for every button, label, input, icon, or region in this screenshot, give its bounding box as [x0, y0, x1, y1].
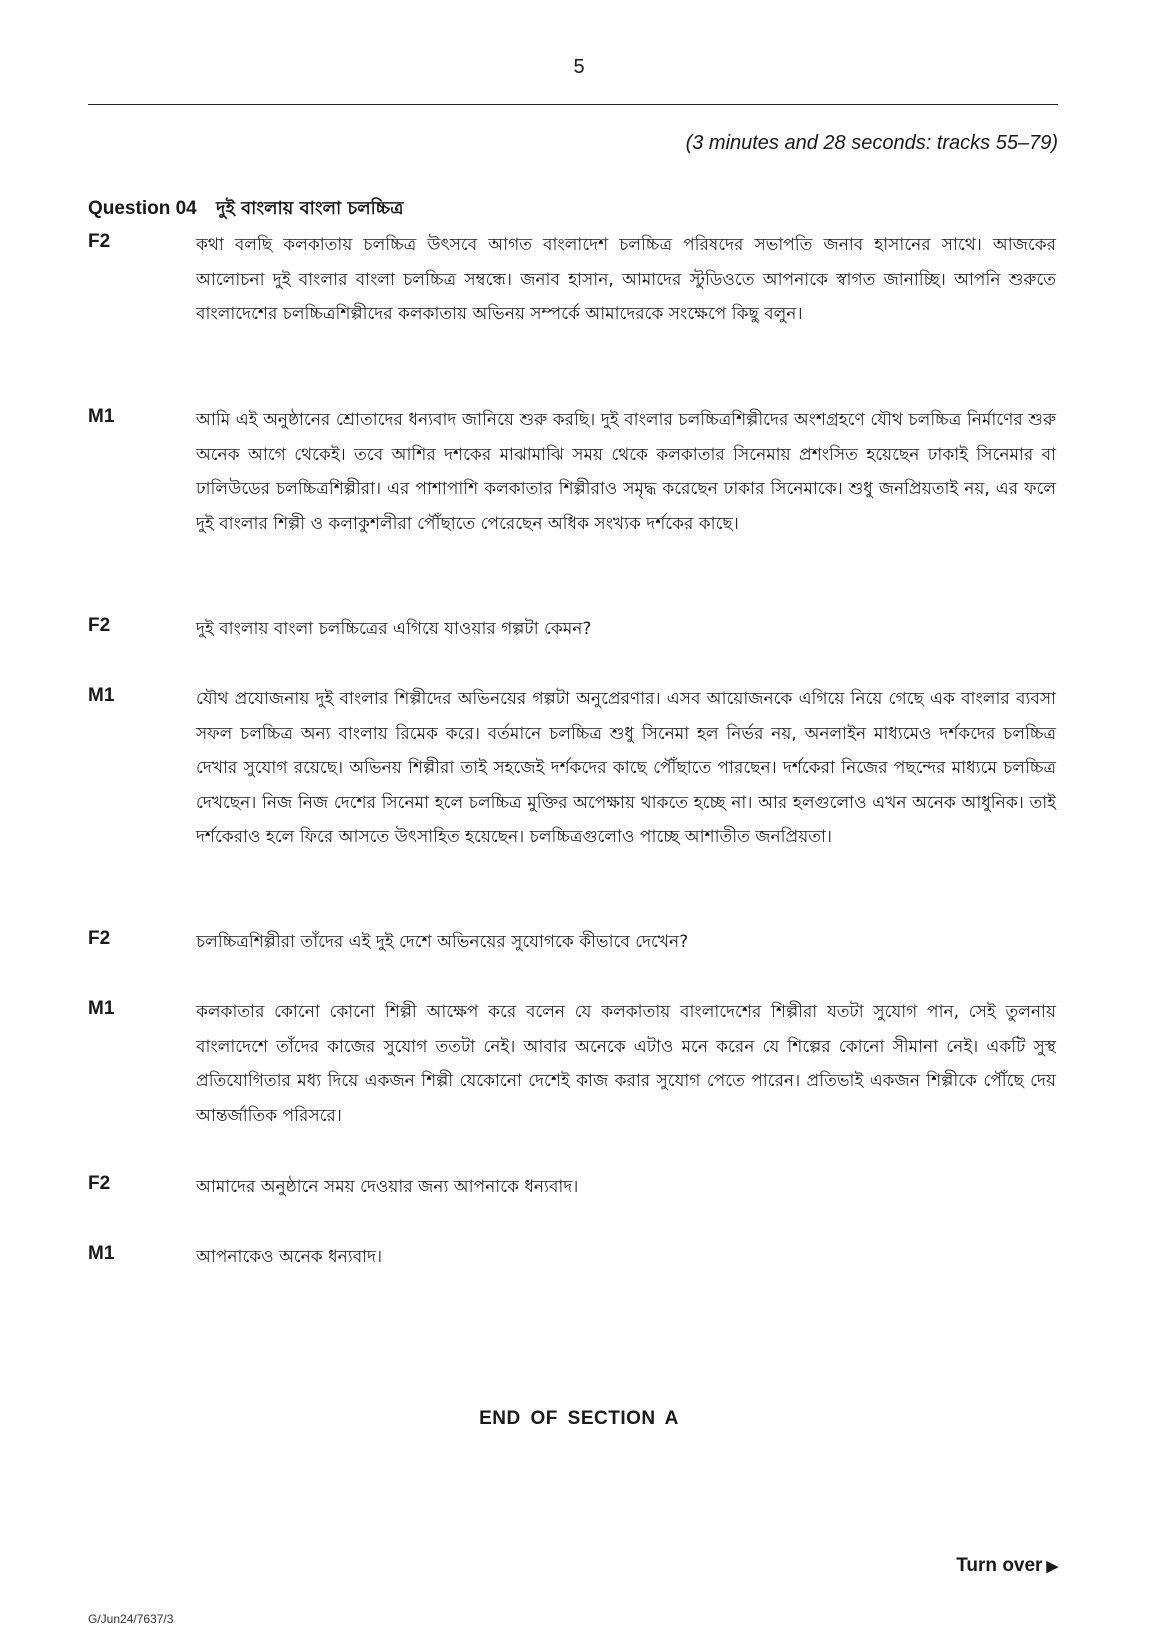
question-title: দুই বাংলায় বাংলা চলচ্চিত্র	[216, 198, 404, 219]
dialogue-text: কথা বলছি কলকাতায় চলচ্চিত্র উৎসবে আগত বাংলাদেশ চলচ্চিত্র পরিষদের সভাপতি জনাব হাসানের সাথে। আজকের আলোচনা দুই বাংলার বাংলা চলচ্চিত্র সম্বন্ধে। জনাব হাসান, আমাদের স্টুডিওতে আপনাকে স্বাগত জানাচ্ছি। আপনি শুরুতে বাংলাদেশের চলচ্চিত্রশিল্পীদের কলকাতায় অভিনয় সম্পর্কে আমাদেরকে সংক্ষেপে কিছু বলুন।	[196, 235, 1056, 325]
dialogue-text: আপনাকেও অনেক ধন্যবাদ।	[196, 1247, 383, 1267]
dialogue-text: যৌথ প্রযোজনায় দুই বাংলার শিল্পীদের অভিনয়ের গল্পটা অনুপ্রেরণার। এসব আয়োজনকে এগিয়ে নিয়ে গেছে এক বাংলার ব্যবসা সফল চলচ্চিত্র অন্য বাংলায় রিমেক করে। বর্তমানে চলচ্চিত্র শুধু সিনেমা হল নির্ভর নয়, অনলাইন মাধ্যমেও দর্শকদের চলচ্চিত্র দেখার সুযোগ রয়েছে। অভিনয় শিল্পীরা তাই সহজেই দর্শকদের কাছে পৌঁছাতে পারছেন। দর্শকেরা নিজের পছন্দের মাধ্যমে চলচ্চিত্র দেখছেন। নিজ নিজ দেশের সিনেমা হলে চলচ্চিত্র মুক্তির অপেক্ষায় থাকতে হচ্ছে না। আর হলগুলোও এখন অনেক আধুনিক। তাই দর্শকেরাও হলে ফিরে আসতে উৎসাহিত হয়েছেন। চলচ্চিত্রগুলোও পাচ্ছে আশাতীত জনপ্রিয়তা।	[196, 689, 1056, 848]
dialogue-text: আমি এই অনুষ্ঠানের শ্রোতাদের ধন্যবাদ জানিয়ে শুরু করছি। দুই বাংলার চলচ্চিত্রশিল্পীদের অংশগ্রহণে যৌথ চলচ্চিত্র নির্মাণের শুরু অনেক আগে থেকেই। তবে আশির দশকের মাঝামাঝি সময় থেকে কলকাতার সিনেমায় প্রশংসিত হয়েছেন ঢাকাই সিনেমার বা ঢালিউডের চলচ্চিত্রশিল্পীরা। এর পাশাপাশি কলকাতার শিল্পীরাও সমৃদ্ধ করেছেন ঢাকার সিনেমাকে। শুধু জনপ্রিয়তাই নয়, এর ফলে দুই বাংলার শিল্পী ও কলাকুশলীরা পৌঁছাতে পেরেছেন অধিক সংখ্যক দর্শকের কাছে।	[196, 410, 1056, 534]
speaker-label: M1	[88, 406, 115, 427]
dialogue-text: কলকাতার কোনো কোনো শিল্পী আক্ষেপ করে বলেন যে কলকাতায় বাংলাদেশের শিল্পীরা যতটা সুযোগ পান, সেই তুলনায় বাংলাদেশে তাঁদের কাজের সুযোগ ততটা নেই। আবার অনেকে এটাও মনে করেন যে শিল্পের কোনো সীমানা নেই। একটি সুস্থ প্রতিযোগিতার মধ্য দিয়ে একজন শিল্পী যেকোনো দেশেই কাজ করার সুযোগ পেতে পারেন। প্রতিভাই একজন শিল্পীকে পৌঁছে দেয় আন্তর্জাতিক পরিসরে।	[196, 1002, 1056, 1126]
footer-code: G/Jun24/7637/3	[88, 1612, 174, 1626]
page-number: 5	[573, 56, 585, 78]
turn-over-label: Turn over	[956, 1555, 1043, 1576]
speaker-label: F2	[88, 231, 111, 252]
speaker-label: F2	[88, 615, 111, 636]
question-heading	[88, 194, 403, 225]
dialogue-text: আমাদের অনুষ্ঠানে সময় দেওয়ার জন্য আপনাকে ধন্যবাদ।	[196, 1177, 579, 1197]
speaker-label: F2	[88, 928, 111, 949]
header-rule	[88, 104, 1058, 105]
triangle-right-icon: ▶	[1046, 1558, 1058, 1575]
question-label: Question 04	[88, 198, 197, 219]
speaker-label: M1	[88, 998, 115, 1019]
speaker-label: M1	[88, 685, 115, 706]
turn-over	[956, 1555, 1058, 1577]
speaker-label: M1	[88, 1243, 115, 1264]
speaker-label: F2	[88, 1173, 111, 1194]
end-of-section: END OF SECTION A	[479, 1408, 679, 1429]
dialogue-text: চলচ্চিত্রশিল্পীরা তাঁদের এই দুই দেশে অভিনয়ের সুযোগকে কীভাবে দেখেন?	[196, 932, 689, 952]
timing-note: (3 minutes and 28 seconds: tracks 55–79)	[685, 132, 1058, 154]
dialogue-text: দুই বাংলায় বাংলা চলচ্চিত্রের এগিয়ে যাওয়ার গল্পটা কেমন?	[196, 619, 592, 639]
